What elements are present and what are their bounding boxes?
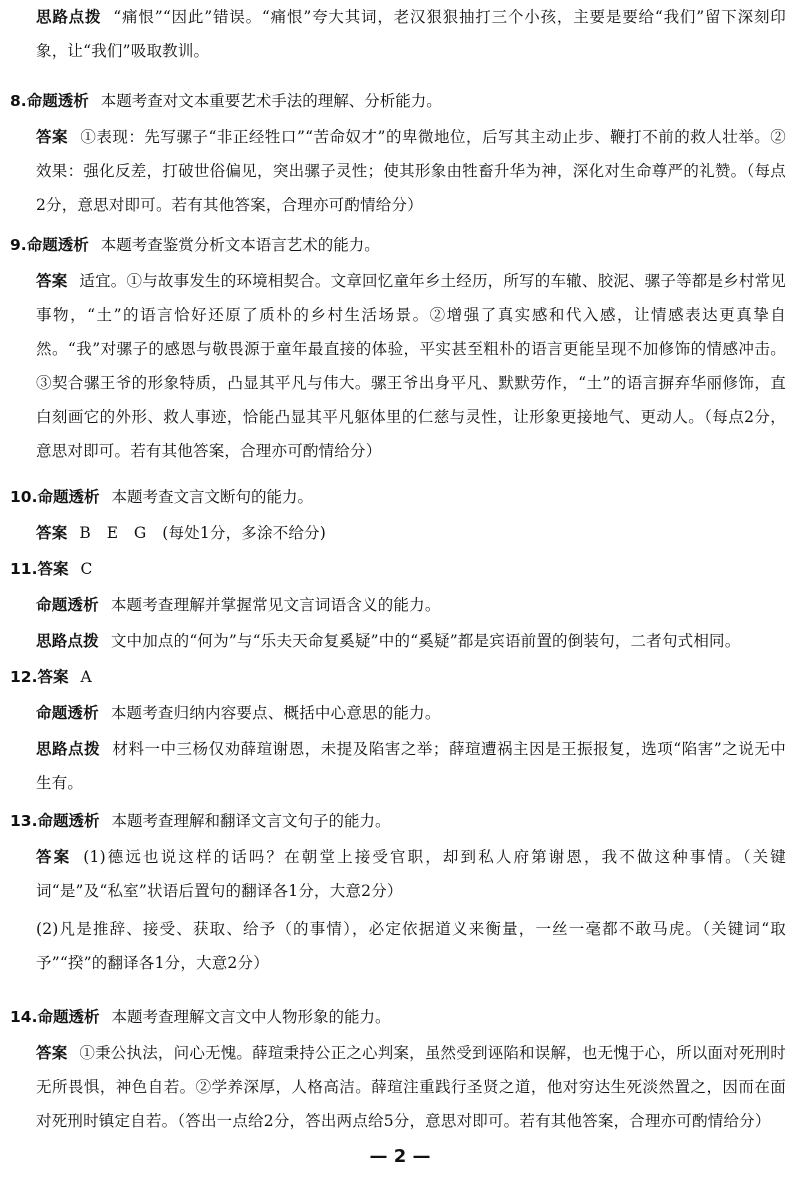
q9-answer-text: 适宜。①与故事发生的环境相契合。文章回忆童年乡土经历，所写的车辙、胶泥、骡子等都是乡村常见事物，“土”的语言恰好还原了质朴的乡村生活场景。②增强了真实感和代入感，让情感表达更真挚自然。“我”对骡子的感恩与敬畏源于童年最直接的体验，平实甚至粗朴的语言更能呈现不加修饰的情感冲击。③契合骡王爷的形象特质，凸显其平凡与伟大。骡王爷出身平凡、默默劳作，“土”的语言摒弃华丽修饰，直白刻画它的外形、救人事迹，恰能凸显其平凡躯体里的仁慈与灵性，让形象更接地气、更动人。（每点2分，意思对即可。若有其他答案，合理亦可酌情给分） [36, 272, 786, 460]
q8-intent-text: 本题考查对文本重要艺术手法的理解、分析能力。 [100, 92, 442, 110]
intent-label: 命题透析 [37, 812, 100, 830]
q9-number: 9. [10, 236, 27, 254]
q7-idea-text: “痛恨”“因此”错误。“痛恨”夸大其词，老汉狠狠抽打三个小孩，主要是要给“我们”留下深刻印象，让“我们”吸取教训。 [36, 8, 786, 60]
idea-label: 思路点拨 [36, 632, 99, 650]
q13-heading [10, 804, 785, 838]
q8-number: 8. [10, 92, 27, 110]
q8-heading [10, 84, 785, 118]
q9-intent-text: 本题考查鉴赏分析文本语言艺术的能力。 [100, 236, 380, 254]
answer-label: 答案 [36, 272, 68, 290]
answer-label: 答案 [37, 560, 69, 578]
q11-idea-paragraph [36, 624, 786, 658]
intent-label: 命题透析 [36, 596, 99, 614]
q10-intent-text: 本题考查文言文断句的能力。 [111, 488, 313, 506]
q10-heading [10, 480, 785, 514]
q14-answer-text: ①秉公执法，问心无愧。薛瑄秉持公正之心判案，虽然受到诬陷和误解，也无愧于心，所以面对死刑时无所畏惧，神色自若。②学养深厚，人格高洁。薛瑄注重践行圣贤之道，他对穷达生死淡然置之，因而在面对死刑时镇定自若。（答出一点给2分，答出两点给5分，意思对即可。若有其他答案，合理亦可酌情给分） [36, 1044, 786, 1130]
q11-intent-text: 本题考查理解并掌握常见文言词语含义的能力。 [110, 596, 441, 614]
q12-intent-text: 本题考查归纳内容要点、概括中心意思的能力。 [110, 704, 441, 722]
q12-heading [10, 660, 785, 694]
q13-answer2-paragraph [36, 912, 786, 980]
intent-label: 命题透析 [36, 704, 99, 722]
answer-label: 答案 [36, 1044, 68, 1062]
answer-label: 答案 [36, 848, 72, 866]
intent-label: 命题透析 [26, 236, 89, 254]
intent-label: 命题透析 [26, 92, 89, 110]
q13-answer2-text: (2)凡是推辞、接受、获取、给予（的事情），必定依据道义来衡量，一丝一毫都不敢马虎。（关键词“取予”“揆”的翻译各1分，大意2分） [36, 920, 786, 972]
q10-answer-text: B E G (每处1分，多涂不给分) [79, 524, 327, 542]
intent-label: 命题透析 [37, 1008, 100, 1026]
q12-idea-text: 材料一中三杨仅劝薛瑄谢恩，未提及陷害之举；薛瑄遭祸主因是王振报复，选项“陷害”之说无中生有。 [36, 740, 786, 792]
answer-label: 答案 [37, 668, 69, 686]
q9-heading [10, 228, 785, 262]
idea-label: 思路点拨 [36, 8, 102, 26]
q11-heading [10, 552, 785, 586]
q13-number: 13. [10, 812, 38, 830]
q11-answer-text: C [80, 560, 93, 578]
q14-answer-paragraph [36, 1036, 786, 1138]
page-number: — 2 — [369, 1146, 431, 1167]
answer-label: 答案 [36, 128, 69, 146]
q12-intent-paragraph [36, 696, 786, 730]
q8-answer-paragraph [36, 120, 786, 222]
q14-heading [10, 1000, 785, 1034]
q14-intent-text: 本题考查理解文言文中人物形象的能力。 [111, 1008, 391, 1026]
q13-answer1-text: (1)德远也说这样的话吗？在朝堂上接受官职，却到私人府第谢恩，我不做这种事情。（关键词“是”及“私室”状语后置句的翻译各1分，大意2分） [36, 848, 786, 900]
q10-number: 10. [10, 488, 38, 506]
q11-idea-text: 文中加点的“何为”与“乐夫天命复奚疑”中的“奚疑”都是宾语前置的倒装句，二者句式相同。 [110, 632, 741, 650]
q10-answer-paragraph [36, 516, 786, 550]
q11-intent-paragraph [36, 588, 786, 622]
q13-intent-text: 本题考查理解和翻译文言文句子的能力。 [111, 812, 391, 830]
q13-answer1-paragraph [36, 840, 786, 908]
q9-answer-paragraph [36, 264, 786, 468]
q11-number: 11. [10, 560, 38, 578]
q7-idea-paragraph [36, 0, 786, 68]
idea-label: 思路点拨 [36, 740, 101, 758]
answer-label: 答案 [36, 524, 68, 542]
intent-label: 命题透析 [37, 488, 100, 506]
q8-answer-text: ①表现：先写骡子“非正经牲口”“苦命奴才”的卑微地位，后写其主动止步、鞭打不前的救人壮举。②效果：强化反差，打破世俗偏见，突出骡子灵性；使其形象由牲畜升华为神，深化对生命尊严的礼赞。（每点2分，意思对即可。若有其他答案，合理亦可酌情给分） [36, 128, 786, 214]
q14-number: 14. [10, 1008, 38, 1026]
q12-idea-paragraph [36, 732, 786, 800]
q12-answer-text: A [80, 668, 92, 686]
q12-number: 12. [10, 668, 38, 686]
